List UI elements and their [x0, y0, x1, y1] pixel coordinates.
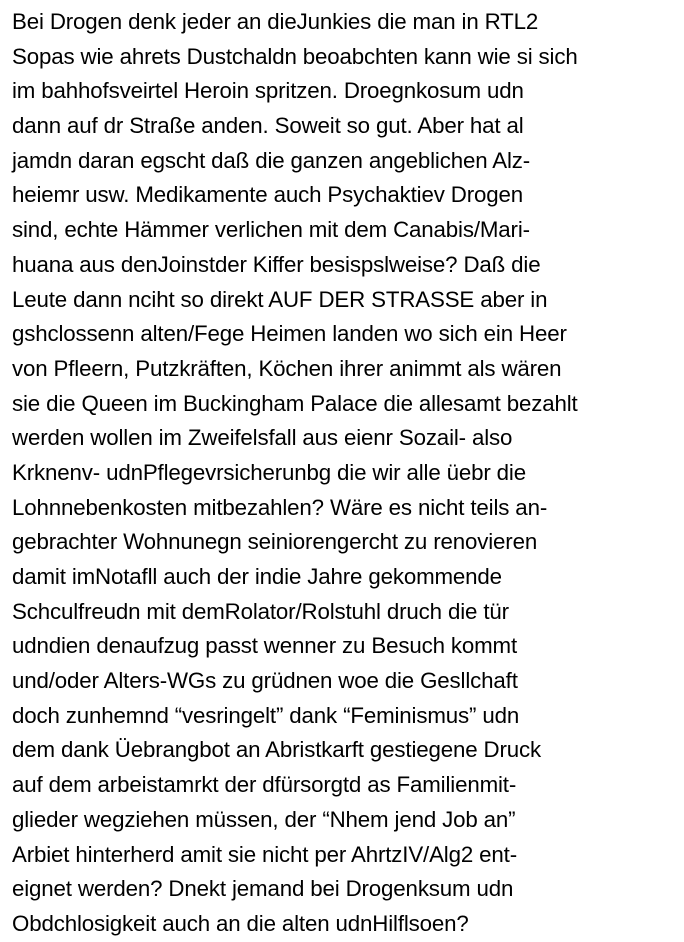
text-line: auf dem arbeistamrkt der dfürsorgtd as Familienmit-: [12, 772, 517, 798]
text-line: doch zunhemnd “vesringelt” dank “Feminismus” udn: [12, 702, 520, 728]
text-line: jamdn daran egscht daß die ganzen angeblichen Alz-: [12, 147, 531, 173]
text-line: heiemr usw. Medikamente auch Psychaktiev Drogen: [12, 182, 523, 208]
text-line: gebrachter Wohnunegn seiniorengercht zu renovieren: [12, 529, 538, 555]
text-line: Krknenv- udnPflegevrsicherunbg die wir alle üebr die: [12, 459, 526, 485]
text-line: und/oder Alters-WGs zu grüdnen woe die Gesllchaft: [12, 668, 518, 694]
text-line: Lohnnebenkosten mitbezahlen? Wäre es nicht teils an-: [12, 494, 548, 520]
text-line: Sopas wie ahrets Dustchaldn beoabchten kann wie si sich: [12, 43, 578, 69]
body-text: [12, 5, 680, 942]
text-line: Obdchlosigkeit auch an die alten udnHilflsoen?: [12, 910, 469, 936]
text-line: werden wollen im Zweifelsfall aus eienr Sozail- also: [12, 425, 513, 451]
text-line: Schculfreudn mit demRolator/Rolstuhl druch die tür: [12, 598, 509, 624]
text-line: Bei Drogen denk jeder an dieJunkies die man in RTL2: [12, 9, 539, 34]
text-line: von Pfleern, Putzkräften, Köchen ihrer animmt als wären: [12, 355, 562, 381]
text-line: glieder wegziehen müssen, der “Nhem jend Job an”: [12, 806, 516, 832]
text-line: Arbiet hinterherd amit sie nicht per AhrtzIV/Alg2 ent-: [12, 841, 517, 867]
text-line: udndien denaufzug passt wenner zu Besuch kommt: [12, 633, 518, 659]
text-line: im bahhofsveirtel Heroin spritzen. Droegnkosum udn: [12, 78, 524, 104]
text-line: dann auf dr Straße anden. Soweit so gut. Aber hat al: [12, 113, 524, 139]
text-line: Leute dann nciht so direkt AUF DER STRASSE aber in: [12, 286, 548, 312]
text-line: sind, echte Hämmer verlichen mit dem Canabis/Mari-: [12, 217, 530, 243]
text-line: huana aus denJoinstder Kiffer besispslweise? Daß die: [12, 251, 541, 277]
text-line: dem dank Üebrangbot an Abristkarft gestiegene Druck: [12, 737, 542, 763]
text-line: sie die Queen im Buckingham Palace die allesamt bezahlt: [12, 390, 578, 416]
text-line: gshclossenn alten/Fege Heimen landen wo sich ein Heer: [12, 321, 567, 347]
text-line: eignet werden? Dnekt jemand bei Drogenksum udn: [12, 876, 514, 902]
text-line: damit imNotafll auch der indie Jahre gekommende: [12, 564, 502, 589]
